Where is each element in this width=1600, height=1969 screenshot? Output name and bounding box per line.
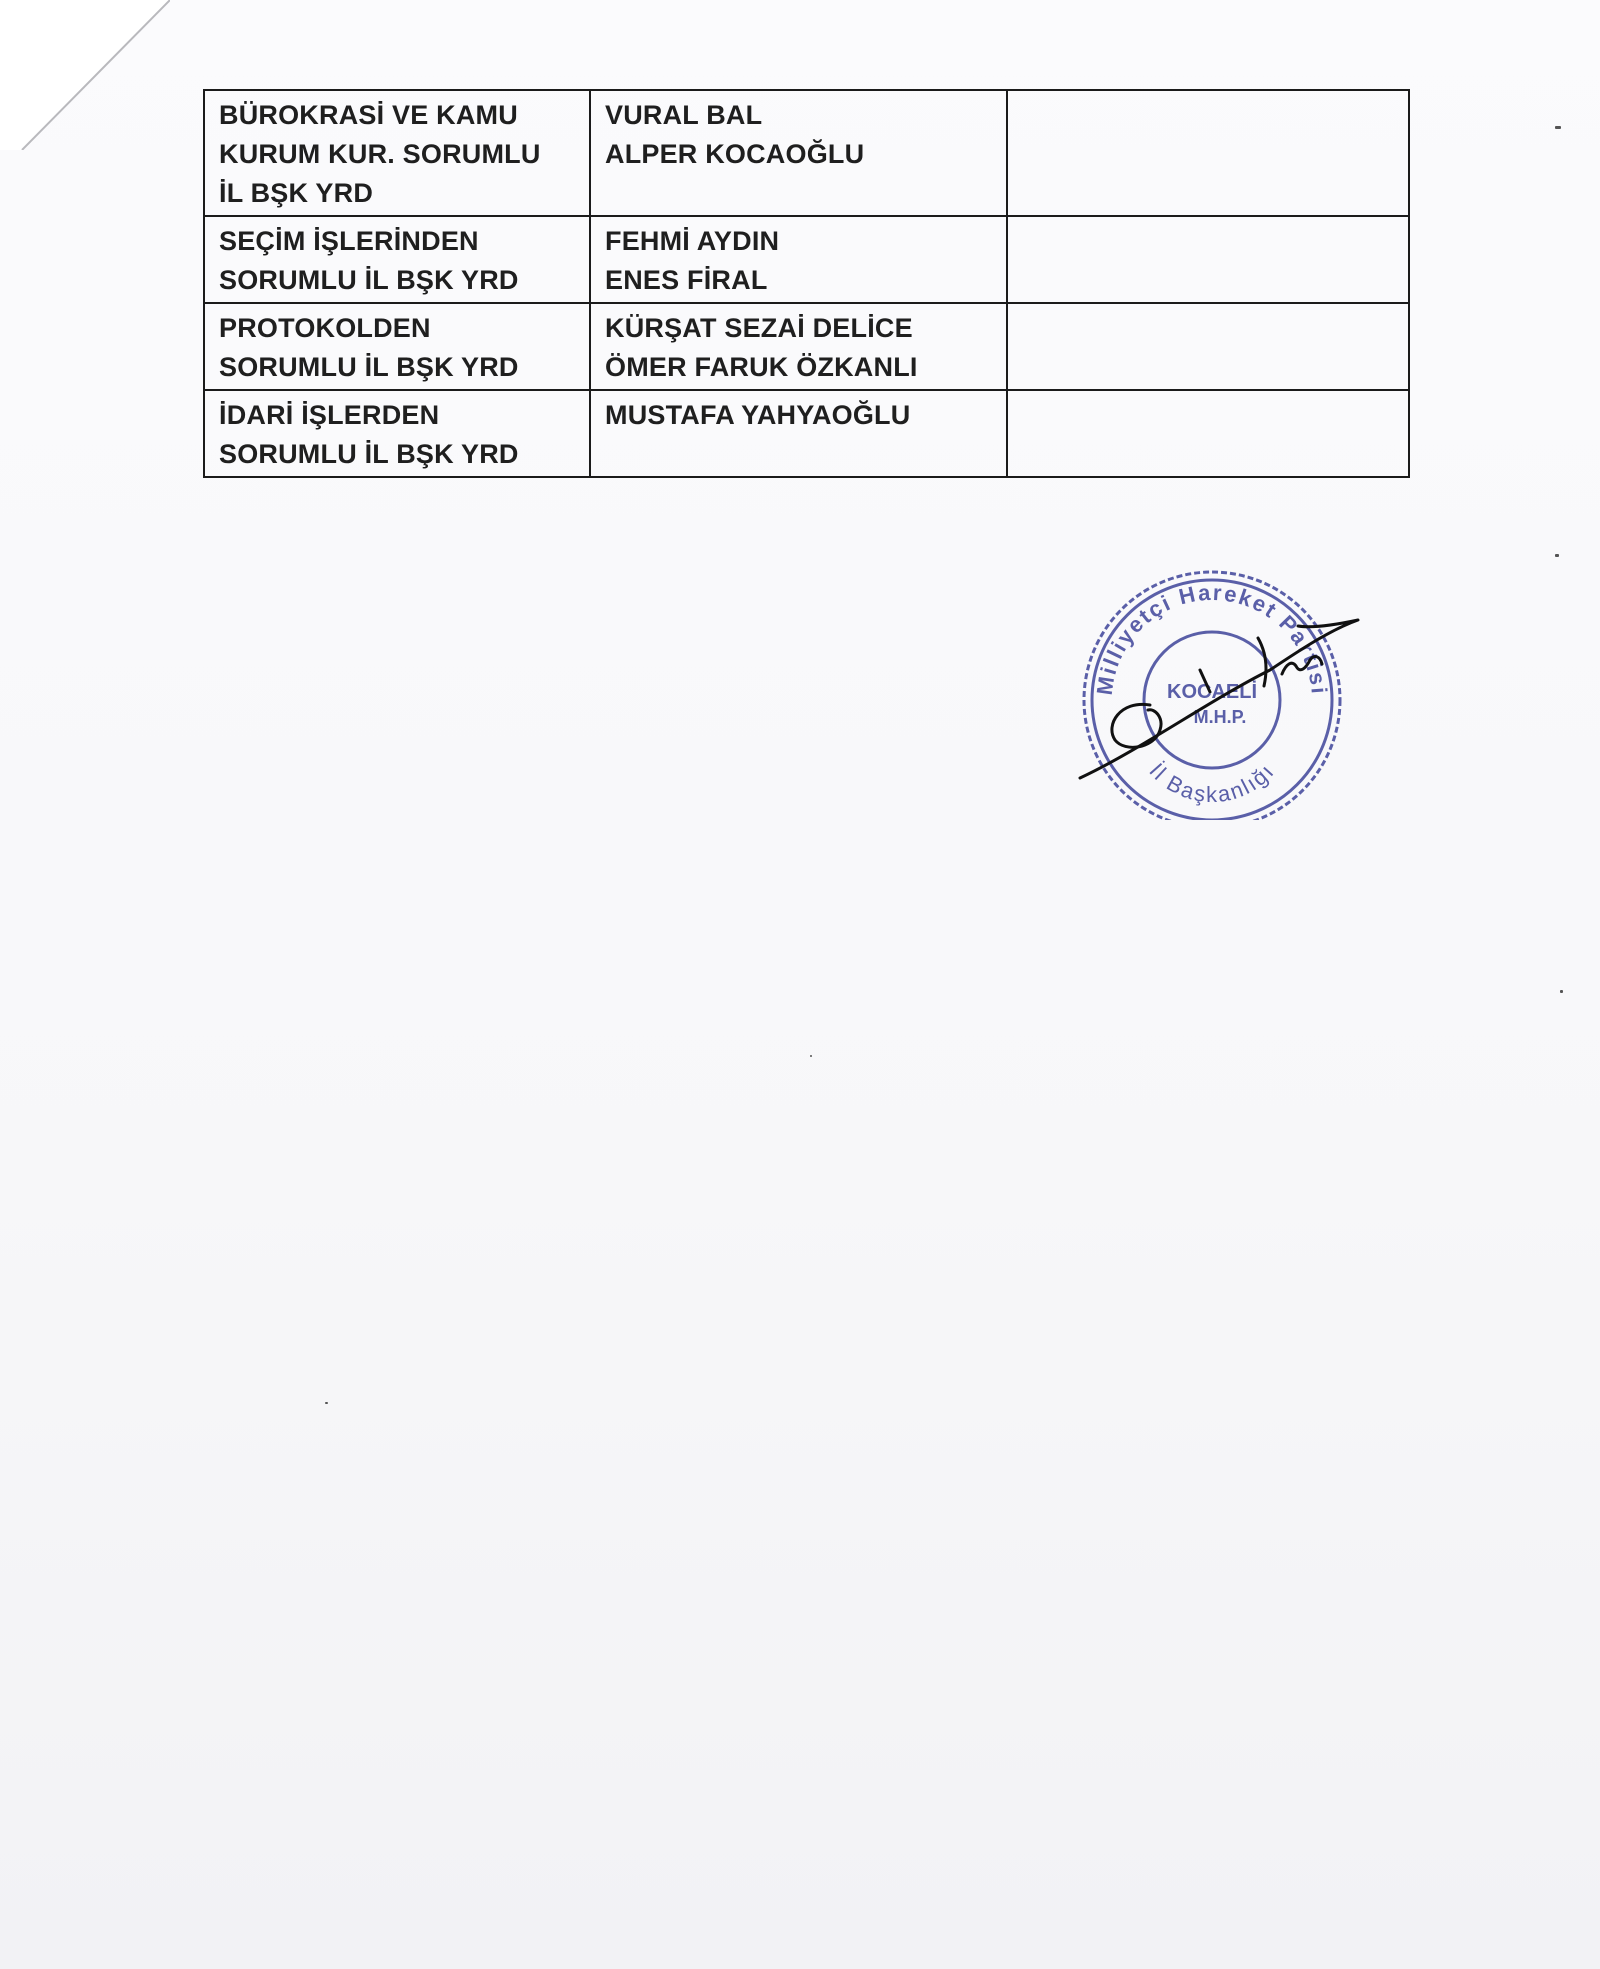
table-row xyxy=(204,90,1409,216)
scan-speck xyxy=(1555,126,1561,129)
seal-center-line: M.H.P. xyxy=(1193,707,1247,727)
person-name: ALPER KOCAOĞLU xyxy=(605,139,865,169)
duty-title-cell xyxy=(204,216,590,303)
scan-speck xyxy=(810,1055,812,1057)
scan-speck xyxy=(1555,554,1559,557)
duty-title-line: SORUMLU İL BŞK YRD xyxy=(219,265,519,295)
duty-title-cell xyxy=(204,90,590,216)
seal-ring-text-bottom: İl Başkanlığı xyxy=(1144,758,1280,808)
person-name: ÖMER FARUK ÖZKANLI xyxy=(605,352,918,382)
duty-title-line: İDARİ İŞLERDEN xyxy=(219,400,440,430)
empty-cell xyxy=(1007,390,1409,477)
duty-title-line: KURUM KUR. SORUMLU xyxy=(219,139,541,169)
table-row xyxy=(204,303,1409,390)
duties-table xyxy=(203,89,1410,478)
person-name: ENES FİRAL xyxy=(605,265,768,295)
person-name: FEHMİ AYDIN xyxy=(605,226,780,256)
seal-stamp-icon xyxy=(1060,550,1360,820)
official-seal xyxy=(1060,550,1360,820)
duty-title-line: BÜROKRASİ VE KAMU xyxy=(219,100,518,130)
table-row xyxy=(204,216,1409,303)
seal-ring-text-top: Milliyetçi Hareket Partisi xyxy=(1091,579,1332,697)
person-name: KÜRŞAT SEZAİ DELİCE xyxy=(605,313,913,343)
scan-speck xyxy=(325,1402,328,1404)
table-row xyxy=(204,390,1409,477)
duty-title-line: SORUMLU İL BŞK YRD xyxy=(219,439,519,469)
empty-cell xyxy=(1007,90,1409,216)
person-name: MUSTAFA YAHYAOĞLU xyxy=(605,400,911,430)
names-cell xyxy=(590,390,1007,477)
names-cell xyxy=(590,303,1007,390)
duty-title-cell xyxy=(204,303,590,390)
names-cell xyxy=(590,216,1007,303)
empty-cell xyxy=(1007,216,1409,303)
folded-corner xyxy=(0,0,170,150)
scan-speck xyxy=(1560,990,1563,993)
duty-title-line: PROTOKOLDEN xyxy=(219,313,431,343)
names-cell xyxy=(590,90,1007,216)
duty-title-line: SORUMLU İL BŞK YRD xyxy=(219,352,519,382)
duty-title-line: İL BŞK YRD xyxy=(219,178,374,208)
person-name: VURAL BAL xyxy=(605,100,763,130)
duty-title-cell xyxy=(204,390,590,477)
duty-title-line: SEÇİM İŞLERİNDEN xyxy=(219,226,479,256)
seal-center-line: KOCAELİ xyxy=(1167,681,1257,703)
empty-cell xyxy=(1007,303,1409,390)
